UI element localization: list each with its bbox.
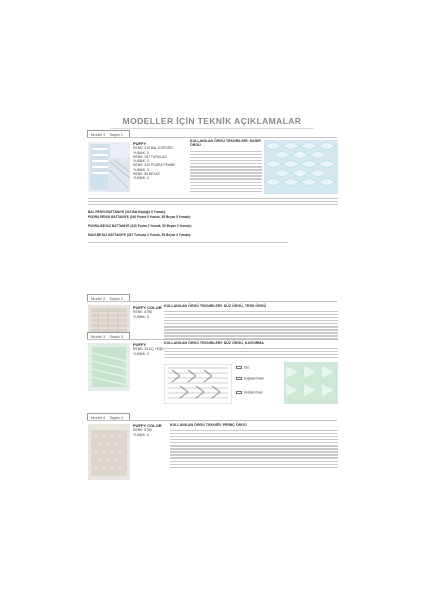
section-divider	[87, 339, 337, 340]
page-title: MODELLER İÇİN TEKNİK AÇIKLAMALAR	[122, 116, 302, 126]
blanket-variant-4: MAVİ-BEYAZ BATTANİYE (287 Turkuaz 3 Yumak, 55 Beyaz 3 Yumak):	[88, 233, 192, 237]
section-divider	[87, 137, 337, 138]
yarn-line: YUMAK: 6	[133, 432, 149, 437]
page-label: Sayfa 2	[109, 295, 123, 301]
model-2-description	[164, 309, 338, 345]
legend-symbol	[236, 366, 242, 369]
legend-right-stitch: Sağdaki ilmek	[236, 377, 264, 381]
yarn-line: YUMAK: 5	[133, 314, 149, 319]
model-3-technique-heading: KULLANILAN ÖRGÜ TEKNİKLERİ: DÜZ ÖRGÜ, KAYDIRMA	[164, 341, 264, 345]
model-3-stitch-photo	[284, 362, 338, 404]
model-label: Model 3	[91, 333, 106, 339]
legend-left-stitch: Soldaki ilmek	[236, 391, 263, 395]
yarn-line: RENK: 5796	[133, 310, 152, 315]
yarn-line: RENK: 310 BAL KÖPÜĞÜ	[133, 146, 173, 151]
model-3-chart	[164, 364, 232, 404]
model-1-yarn-info	[133, 142, 175, 181]
page-label: Sayfa 1	[109, 131, 123, 137]
model-3-yarn-info	[133, 343, 164, 356]
yarn-line: RENK: 55 BEYAZ	[133, 172, 160, 177]
model-2-technique-heading: KULLANILAN ÖRGÜ TEKNİKLERİ: DÜZ ÖRGÜ, TERS ÖRGÜ	[164, 304, 267, 308]
blanket-variant-3: PUDRA-BEYAZ BATTANİYE (340 Pudra 3 Yumak, 55 Beyaz 3 Yumak):	[88, 224, 192, 228]
blanket-variant-1: BAL RENGİ BATTANİYE (310 Bal Köpüğü 5 Yumak):	[88, 210, 167, 214]
yarn-line: RENK: 5796	[133, 428, 152, 433]
yarn-line: YUMAK: 3	[133, 159, 149, 164]
page-label: Sayfa 4	[109, 414, 123, 420]
yarn-line: YUMAK: 5	[133, 351, 149, 356]
model-1-photo	[88, 142, 130, 192]
model-2-yarn-info	[133, 306, 162, 319]
section-divider	[87, 301, 337, 302]
model-1-footnote	[88, 240, 288, 246]
yarn-line: YUMAK: 5	[133, 150, 149, 155]
model-label: Model 1	[91, 131, 106, 137]
legend-symbol	[236, 391, 242, 394]
title-divider	[110, 128, 314, 129]
yarn-line: YUMAK: 3	[133, 167, 149, 172]
model-1-stitch-photo	[264, 140, 338, 194]
yarn-line: RENK: 287 TURKUAZ	[133, 154, 167, 159]
yarn-line: RENK: 33 AÇ.YEŞİL	[133, 347, 165, 352]
model-4-yarn-info	[133, 424, 162, 437]
legend-plain: Düz	[236, 366, 250, 370]
model-1-technique-heading: KULLANILAN ÖRGÜ TEKNİKLERİ: HASIR ÖRGÜ	[190, 139, 261, 148]
model-label: Model 2	[91, 295, 106, 301]
yarn-name: PUFFY	[133, 141, 147, 146]
model-1-description	[190, 149, 262, 195]
yarn-name: PUFFY	[133, 342, 147, 347]
yarn-line: RENK: 340 PUDRA PEMBE	[133, 163, 176, 168]
model-4-technique-heading: KULLANILAN ÖRGÜ TEKNİĞİ: PİRİNÇ ÖRGÜ	[170, 423, 247, 427]
blanket-variant-2: PUDRA RENGİ BATTANİYE (340 Pudra 5 Yumak, 55 Beyaz 5 Yumak):	[88, 215, 192, 219]
page-label: Sayfa 3	[109, 333, 123, 339]
yarn-name: PUFFY COLOR	[133, 305, 162, 310]
model-label: Model 4	[91, 414, 106, 420]
model-4-description	[170, 428, 338, 482]
legend-symbol	[236, 377, 242, 380]
yarn-name: PUFFY COLOR	[133, 423, 162, 428]
section-divider	[87, 420, 337, 421]
model-4-photo	[88, 424, 130, 480]
model-3-photo	[88, 343, 130, 391]
yarn-line: YUMAK: 4	[133, 176, 149, 181]
